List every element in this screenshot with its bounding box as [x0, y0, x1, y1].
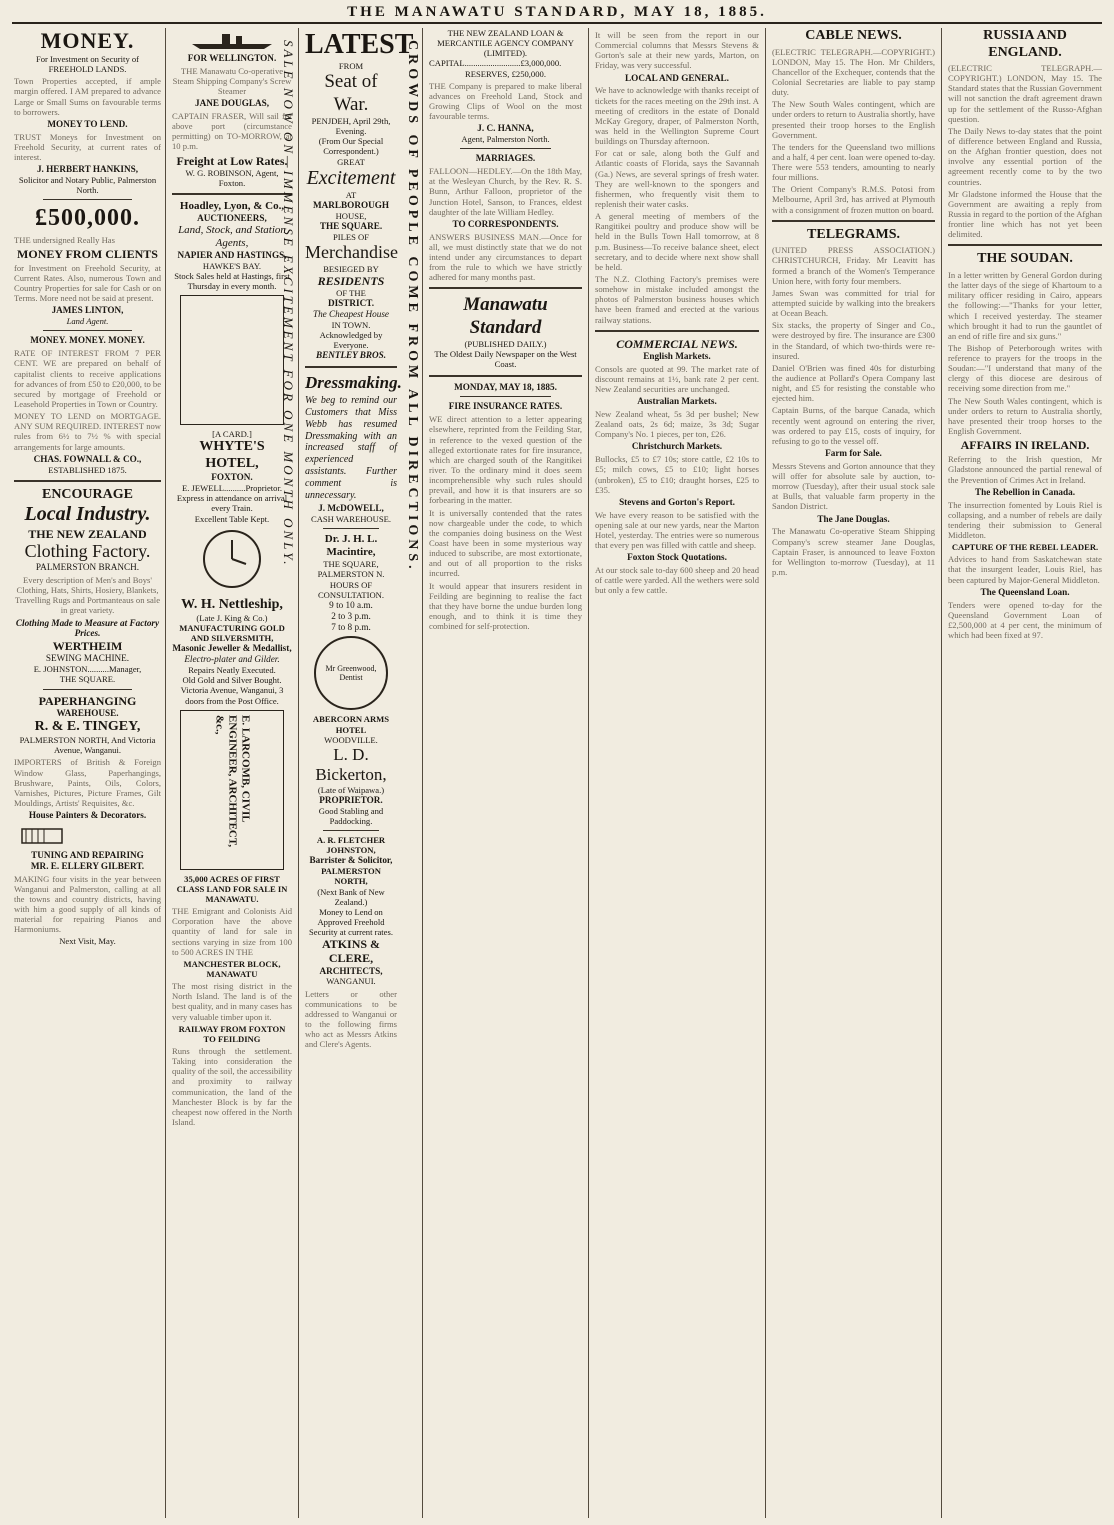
hours-row: 7 to 8 p.m. — [331, 621, 371, 632]
railway-heading: RAILWAY FROM FOXTON TO FEILDING — [178, 1023, 286, 1044]
body-text: MAKING four visits in the year between Wanganui and Palmerston, calling at all the towns and country districts, having with him a good supply of all kinds of material for repairing Pianos and Harmoniums. — [14, 873, 161, 935]
body-text: Bullocks, £5 to £7 10s; store cattle, £2 10s to £5; milch cows, £5 to £10; light horses (unbroken), £5 to £10; draught horses, £25 to £35. — [595, 454, 759, 495]
latest-heading: LATEST — [305, 29, 414, 60]
body-text: for Investment on Freehold Security, at Current Rates. Also, numerous Town and Country Properties for sale for Cash or on Terms. More need not be said at present. — [14, 262, 161, 304]
body-text: Advices to hand from Saskatchewan state that the insurgent leader, Louis Riel, has been captured by Major-General Middleton. — [948, 554, 1102, 585]
waipawa-line: (Late of Waipawa.) — [317, 784, 385, 795]
agent-line: W. G. ROBINSON, Agent, Foxton. — [185, 167, 279, 188]
column-5 — [591, 28, 763, 1518]
next-bank-line: (Next Bank of New Zealand.) — [317, 886, 385, 907]
amount-heading: £500,000. — [35, 205, 140, 232]
local-industry-heading: Local Industry. — [24, 503, 151, 526]
advertiser-name: JAMES LINTON, — [51, 305, 124, 316]
steamship-icon — [172, 28, 292, 50]
body-text: Consols are quoted at 99. The market rate of discount remains at 1½, bank rate 2 per cent. New Zealand securities are unchanged. — [595, 363, 759, 394]
proprietor-line: E. JEWELL..........Proprietor. — [181, 483, 282, 494]
body-text: The N.Z. Clothing Factory's premises were somehow in mistake included amongst the photos of Palmerston business houses which have been framed and erected at the various railway stations. — [595, 273, 759, 325]
body-text: Daniel O'Brien was fined 40s for disturbing the audience at Pollard's Opera Company last night, and £5 for resisting the constable who ejected him. — [772, 362, 935, 404]
advertiser-role: Solicitor and Notary Public, Palmerston North. — [18, 174, 157, 196]
advertiser-name: CHAS. FOWNALL & CO., — [33, 453, 142, 464]
vertical-banner-sale — [280, 40, 296, 1190]
body-text: RATE OF INTEREST FROM 7 PER CENT. WE are prepared on behalf of capitalist clients to receive applications for advances of from £50 to £20,000, to be secured by mortgage of Freehold or Leasehold Properties in Town or Country. — [14, 348, 162, 409]
house-painters-heading: House Painters & Decorators. — [28, 810, 147, 821]
telegrams-heading: TELEGRAMS. — [807, 226, 900, 242]
body-text: FALLOON—HEDLEY.—On the 18th May, at the Wesleyan Church, by the Rev. R. S. Bunn, Arthur Falloon, proprietor of the Junction Hotel, Sanson, to Frances, eldest daughter of the late William Hedley. — [429, 166, 582, 217]
manchester-heading: MANCHESTER BLOCK, MANAWATU — [183, 958, 281, 979]
body-text: James Swan was committed for trial for attempted suicide by walking into the breakers at Ocean Beach. — [772, 287, 935, 319]
wanganui-line: WANGANUI. — [326, 976, 376, 987]
body-text: Every description of Men's and Boys' Clothing, Hats, Shirts, Hosiery, Blankets, Travelling Rugs and Portmanteaus on sale in great variety. — [14, 575, 161, 616]
table-line: Excellent Table Kept. — [194, 513, 270, 524]
body-text: For cat or sale, along both the Gulf and Atlantic coasts of Florida, says the Savannah (Ga.) News, are several springs of fresh water. They are well-known to the spongers and fishermen, who frequently visit them to replenish their water casks. — [595, 148, 759, 209]
whytes-hotel-heading: WHYTE'S HOTEL, — [199, 439, 265, 471]
clock-icon — [172, 524, 292, 594]
stevens-report-heading: Stevens and Gorton's Report. — [619, 496, 735, 507]
correspondent-line: (From Our Special Correspondent.) — [318, 136, 384, 157]
district-heading: DISTRICT. — [327, 298, 375, 309]
masthead — [12, 2, 1102, 24]
nettleship-heading: W. H. Nettleship, — [181, 596, 283, 612]
money-clients-heading: MONEY FROM CLIENTS — [17, 246, 158, 261]
column-rule — [588, 28, 589, 1518]
tingey-heading: R. & E. TINGEY, — [34, 718, 141, 734]
canada-heading: The Rebellion in Canada. — [974, 486, 1076, 497]
body-text: THE Emigrant and Colonists Aid Corporation have the above quantity of land for sale in sections varying in size from 100 to 500 ACRES IN THE — [172, 906, 292, 957]
body-text: We have every reason to be satisfied with the opening sale at our new yards, near the Marton Hotel, yesterday. The entries were so numerous that every pen was filled with cattle and sheep. — [595, 509, 759, 551]
body-text: In a letter written by General Gordon during the latter days of the siege of Khartoum to a military officer residing in Cairo, appears the following:—"Thanks for your letter, which I received yesterday. The steamer which brought it had to run the gauntlet of an end of rifle fire and six guns." — [948, 269, 1102, 341]
for-wellington-heading: FOR WELLINGTON. — [187, 52, 277, 63]
body-text: The most rising district in the North Island. The land is of the best quality, and in many cases has very valuable timber upon it. — [172, 981, 292, 1022]
advertiser-est: ESTABLISHED 1875. — [48, 464, 127, 475]
encourage-heading: ENCOURAGE — [41, 486, 133, 502]
larcomb-advertisement — [180, 710, 284, 870]
larcomb-heading: E. LARCOMB, CIVIL ENGINEER, ARCHITECT, &c., — [213, 714, 252, 847]
proprietor-heading: PROPRIETOR. — [319, 795, 383, 806]
macintire-heading: Dr. J. H. L. Macintire, — [324, 533, 378, 559]
body-text: It would appear that insurers resident in Feilding are beginning to realise the fact that they have borne the undue burden long enough, and to think it is time they combined for self-protection. — [429, 580, 582, 632]
body-text: The tenders for the Queensland two millions and a half, 4 per cent. loan were opened to-day. There were 553 tenders, amounting to nearly four millions. — [772, 141, 935, 183]
body-text: It is universally contended that the rates now chargeable under the code, to which the companies doing business on the West Coast have been in some mysterious way induced to subscribe, are most extortionate, and out of all proportion to the risks incurred. — [429, 507, 582, 579]
masonic-line: Masonic Jeweller & Medallist, — [172, 643, 292, 654]
stock-sales-line: Stock Sales held at Hastings, first Thursday in every month. — [174, 270, 290, 291]
body-text: The New South Wales contingent, which is under orders to return to Australia shortly, have presented their troop horses to the English Government. — [948, 395, 1102, 437]
farm-for-sale-heading: Farm for Sale. — [825, 447, 882, 458]
body-text: A general meeting of members of the Rangitikei poultry and produce show will be held in the Bulls Town Hall tomorrow, at 8 p.m. Business—To receive balance sheet, elect secretary, and to decide where next show shall be held. — [595, 211, 759, 272]
besieged-heading: BESIEGED BY — [323, 263, 379, 274]
hours-row: 2 to 3 p.m. — [331, 610, 371, 621]
correspondents-heading: TO CORRESPONDENTS. — [452, 218, 559, 229]
barrister-heading: Barrister & Solicitor, — [309, 855, 393, 866]
body-text: THE Company is prepared to make liberal advances on Freehold Land, Stock and Growing Clips of Wool on the most favourable terms. — [429, 80, 582, 122]
soudan-heading: THE SOUDAN. — [977, 251, 1073, 267]
manufacturing-line: MANUFACTURING GOLD AND SILVERSMITH, — [179, 623, 285, 644]
hours-heading: HOURS OF CONSULTATION. — [317, 579, 385, 600]
body-text: Mr Gladstone informed the House that the Government are awaiting a reply from Russia in regard to the portion of the Afghan frontier line which has not yet been delimited. — [948, 188, 1102, 240]
russia-england-heading: RUSSIA AND ENGLAND. — [983, 28, 1067, 60]
nettleship-sub: (Late J. King & Co.) — [196, 613, 268, 624]
dateline: PENJDEH, April 29th, — [311, 115, 391, 126]
issue-date: MONDAY, MAY 18, 1885. — [454, 381, 557, 392]
body-text: WE direct attention to a letter appearing elsewhere, reprinted from the Feilding Star, in reference to the vexed question of the alleged extortionate rates for fire insurance, which are charged south of the Rangitikei river. To the ordinary mind it does seem incomprehensible why such rules should prevail, and how it is that insurers are so forbearing in the matter. — [429, 414, 582, 506]
capture-heading: CAPTURE OF THE REBEL LEADER. — [951, 542, 1099, 553]
ireland-heading: AFFAIRS IN IRELAND. — [960, 438, 1090, 453]
palmerston-branch: PALMERSTON BRANCH. — [35, 562, 140, 573]
money-heading: MONEY. — [40, 28, 135, 53]
stabling-line: Good Stabling and Paddocking. — [318, 805, 384, 827]
published-line: (PUBLISHED DAILY.) — [464, 339, 547, 350]
masthead-title: THE MANAWATU STANDARD, MAY 18, 1885. — [347, 3, 767, 20]
column-1 — [10, 28, 165, 1518]
money-subheading: For Investment on Security of FREEHOLD LANDS. — [35, 53, 140, 75]
johnston-heading: A. R. FLETCHER JOHNSTON, — [316, 835, 386, 856]
body-text: The Manawatu Co-operative Steam Shipping Company's screw steamer Jane Douglas, Captain Fraser, is announced to leave Foxton for Wellington to-morrow (Tuesday), at 11 p.m. — [772, 526, 935, 577]
christchurch-markets-heading: Christchurch Markets. — [631, 441, 723, 452]
capital-line: CAPITAL..........................£3,000,000. — [429, 58, 562, 69]
advertiser-role: Land Agent. — [66, 316, 109, 327]
repairs-line: Repairs Neatly Executed. — [188, 665, 276, 676]
foxton-heading: FOXTON. — [211, 472, 253, 483]
electro-line: Electro-plater and Gilder. — [184, 654, 280, 665]
paperhanging-heading: PAPERHANGING — [38, 693, 137, 708]
column-rule — [765, 28, 766, 1518]
marriages-heading: MARRIAGES. — [475, 153, 536, 164]
the-square-heading: THE SQUARE. — [319, 221, 383, 232]
column-2 — [168, 28, 296, 1518]
address-line: THE SQUARE. — [59, 674, 116, 685]
warehouse-heading: WAREHOUSE. — [56, 707, 119, 718]
body-text: Captain Burns, of the barque Canada, which recently went aground on entering the river, was ordered to pay £15, costs of inquiry, for refusing to go to the vessel off. — [772, 405, 935, 446]
freight-heading: Freight at Low Rates. — [176, 153, 288, 168]
jane-douglas-news-heading: The Jane Douglas. — [817, 513, 890, 524]
next-visit: Next Visit, May. — [59, 936, 116, 947]
residents-heading: RESIDENTS — [317, 273, 385, 288]
excitement-heading: Excitement — [306, 166, 396, 189]
marlborough-heading: MARLBOROUGH — [312, 200, 390, 211]
piles-heading: PILES OF — [332, 232, 370, 243]
body-text: It will be seen from the report in our Commercial columns that Messrs Stevens & Gorton's sale at their new yards, Marton, on Friday, was very successful. — [595, 30, 759, 71]
column-rule — [298, 28, 299, 1518]
stamp-logo: Mr Greenwood, Dentist — [314, 636, 388, 710]
column-rule — [422, 28, 423, 1518]
hours-row: 9 to 10 a.m. — [329, 599, 373, 610]
column-7 — [944, 28, 1106, 1518]
loan-heading: THE NEW ZEALAND LOAN & MERCANTILE AGENCY COMPANY (LIMITED). — [437, 28, 574, 59]
gilbert-heading: MR. E. ELLERY GILBERT. — [30, 860, 145, 871]
column-6 — [768, 28, 939, 1518]
body-text: Letters or other communications to be addressed to Wanganui or to the following firms who act as Messrs Atkins and Clere's Agents. — [305, 988, 397, 1050]
at-heading: AT — [345, 190, 357, 201]
piano-icon — [14, 821, 154, 847]
clothing-made-heading: Clothing Made to Measure at Factory Prices. — [15, 617, 160, 639]
napier-heading: NAPIER AND HASTINGS, — [177, 249, 287, 260]
nz-heading: THE NEW ZEALAND — [28, 526, 147, 541]
body-text: CAPTAIN FRASER, Will sail for above port (circumstance permitting) on TO-MORROW, at 10 p.m. — [172, 111, 292, 152]
money-heading-triple: MONEY. MONEY. MONEY. — [30, 335, 145, 346]
foxton-stock-heading: Foxton Stock Quotations. — [627, 552, 727, 563]
advertisement-box — [180, 295, 284, 425]
body-text: New Zealand wheat, 5s 3d per bushel; New Zealand oats, 2s 6d; maize, 3s 3d; Sugar Company's No. 1 pieces, per ton, £26. — [595, 408, 759, 440]
vertical-banner-crowds — [404, 40, 420, 1190]
seat-of-war-heading: Seat of War. — [324, 71, 378, 115]
column-4 — [425, 28, 586, 1518]
address-line: Victoria Avenue, Wanganui, 3 doors from the Post Office. — [180, 685, 284, 706]
dressmaking-heading: Dressmaking. — [305, 373, 402, 393]
wertheim-heading: WERTHEIM — [52, 639, 123, 654]
sewing-machine-heading: SEWING MACHINE. — [45, 653, 130, 664]
body-text: The Daily News to-day states that the point of difference between England and Russia, on the Afghan frontier question, does not involve any essential portion of the agreement recently come to by the two countries. — [948, 125, 1102, 187]
palmerston-heading: PALMERSTON NORTH, — [321, 866, 381, 887]
old-gold-line: Old Gold and Silver Bought. — [182, 675, 282, 686]
body-text: Referring to the Irish question, Mr Gladstone announced the partial renewal of the Prevention of Crimes Act in Ireland. — [948, 454, 1102, 485]
jane-douglas-heading: JANE DOUGLAS, — [194, 98, 270, 109]
body-text: Runs through the settlement. Taking into consideration the quality of the soil, the accessibility and proximity to railway communication, the land of the Manchester Block is by far the cheapest now offered in the North Island. — [172, 1045, 292, 1127]
hawkes-bay-heading: HAWKE'S BAY. — [202, 260, 262, 271]
abercorn-heading: ABERCORN ARMS HOTEL — [312, 714, 390, 735]
fire-insurance-heading: FIRE INSURANCE RATES. — [448, 401, 563, 412]
cheapest-heading: The Cheapest House — [312, 308, 390, 319]
tuning-heading: TUNING AND REPAIRING — [31, 849, 144, 860]
column-rule — [165, 28, 166, 1518]
acres-heading: 35,000 ACRES OF FIRST CLASS LAND FOR SALE IN MANAWATU. — [176, 873, 288, 904]
money-lend-line: Money to Lend on Approved Freehold Security at current rates. — [309, 906, 393, 938]
macintire-address: THE SQUARE, PALMERSTON N. — [317, 559, 385, 580]
body-text: MONEY TO LEND on MORTGAGE. ANY SUM REQUIRED. INTEREST now rules from 6½ to 7½ % with special arrangements for large amounts. — [14, 411, 161, 452]
body-text: THE Manawatu Co-operative Steam Shipping Company's Screw Steamer — [172, 65, 292, 96]
body-text: The insurrection fomented by Louis Riel is collapsing, and a number of rebels are daily tendering their submission to General Middleton. — [948, 499, 1102, 541]
body-text: The New South Wales contingent, which are under orders to return to Australia shortly, have presented their troop horses to the English Government. — [772, 99, 935, 140]
body-text: Messrs Stevens and Gorton announce that they will offer for absolute sale by auction, to-morrow (Tuesday), after their usual stock sale at Bulls, that valuable farm property in the Sandon District. — [772, 460, 935, 512]
house-heading: HOUSE, — [335, 211, 367, 222]
body-text: At our stock sale to-day 600 sheep and 20 head of cattle were yarded. All the wethers were sold but only a few cattle. — [595, 565, 759, 596]
local-general-heading: LOCAL AND GENERAL. — [625, 72, 729, 83]
from-heading: FROM — [338, 61, 364, 72]
manager-line: E. JOHNSTON..........Manager, — [33, 664, 142, 675]
atkins-heading: ATKINS & CLERE, — [321, 937, 381, 966]
body-text: ANSWERS BUSINESS MAN.—Once for all, we must distinctly state that we do not intend under any circumstances to depart from the rule to which we have strictly adhered for many months past. — [429, 231, 582, 283]
bickerton-heading: L. D. Bickerton, — [315, 744, 387, 784]
australian-markets-heading: Australian Markets. — [637, 396, 717, 407]
bentley-heading: BENTLEY BROS. — [315, 350, 387, 361]
great-heading: GREAT — [337, 156, 365, 167]
merchandise-heading: Merchandise — [305, 242, 398, 263]
column-rule — [941, 28, 942, 1518]
reserves-line: RESERVES, £250,000. — [465, 68, 546, 79]
dateline-time: Evening. — [335, 126, 367, 137]
paper-title: Manawatu Standard — [463, 294, 548, 338]
architects-heading: ARCHITECTS, — [319, 965, 383, 976]
body-text: Tenders were opened to-day for the Queensland Government Loan of £2,500,000 at 4 per cent, the minimum of which had been fixed at 97. — [948, 599, 1102, 641]
body-text: IMPORTERS of British & Foreign Window Glass, Paperhangings, Brushware, Paints, Oils, Colors, Varnishes, Pictures, Picture Frames, Gilt Mouldings, Artists' Requisites, &c. — [14, 757, 161, 808]
clothing-factory-heading: Clothing Factory. — [24, 540, 151, 561]
cash-warehouse: CASH WAREHOUSE. — [310, 514, 392, 525]
tingey-address: PALMERSTON NORTH, And Victoria Avenue, Wanganui. — [19, 735, 156, 756]
english-markets-heading: English Markets. — [643, 350, 711, 361]
cable-news-heading: CABLE NEWS. — [805, 28, 902, 43]
body-text: THE undersigned Really Has — [14, 234, 115, 245]
hoadley-heading: Hoadley, Lyon, & Co., — [179, 200, 285, 212]
of-the-heading: OF THE — [336, 287, 366, 298]
body-text: The Bishop of Peterborough writes with reference to prayers for the troops in the Soudan:—"I understand that many of the clergy of this diocese are desirous of receiving some direction from me." — [948, 342, 1102, 394]
body-text: The Orient Company's R.M.S. Potosi from Melbourne, April 3rd, has arrived at Plymouth with a consignment of frozen mutton on board. — [772, 184, 935, 215]
commercial-news-heading: COMMERCIAL NEWS. — [616, 336, 738, 351]
card-label: [A CARD.] — [212, 429, 252, 440]
crowds-banner: CROWDS OF PEOPLE COME FROM ALL DIRECTIONS. — [405, 40, 420, 573]
body-text: Town Properties accepted, if ample margin offered. I AM prepared to advance Large or Small Sums on favourable terms to borrowers. — [14, 76, 161, 117]
money-to-lend-heading: MONEY TO LEND. — [47, 118, 128, 129]
sale-banner: SALE NOW ON—IMMENSE EXCITEMENT FOR ONE MONTH ONLY. — [281, 40, 296, 568]
hanna-role: Agent, Palmerston North. — [461, 134, 550, 145]
body-text: We have to acknowledge with thanks receipt of tickets for the races meeting on the 29th inst. A meeting of creditors in the estate of Donald McKay Gregory, draper, of Palmerston North, was held in the Wellington Supreme Court buildings on Thursday afternoon. — [595, 85, 759, 147]
body-text: Six stacks, the property of Singer and Co., were destroyed by fire. The insurance are £300 in the Standard, of which two-thirds were re-insured. — [772, 320, 935, 361]
body-text: TRUST Moneys for Investment on Freehold Security, at current rates of interest. — [14, 131, 161, 162]
body-text: (ELECTRIC TELEGRAPH.—COPYRIGHT.) LONDON, May 15. The Hon. Mr Childers, Chancellor of the Exchequer, contends that the Colonial Secretaries are liable to pay stamp duty. — [772, 46, 935, 98]
in-town-heading: IN TOWN. — [331, 319, 371, 330]
hanna-heading: J. C. HANNA, — [477, 123, 534, 134]
advertiser-name: J. HERBERT HANKINS, — [36, 164, 139, 175]
land-stock-heading: Land, Stock, and Station Agents, — [178, 223, 286, 249]
oldest-line: The Oldest Daily Newspaper on the West Coast. — [434, 349, 577, 370]
auctioneers-heading: AUCTIONEERS, — [197, 212, 267, 223]
body-text: (ELECTRIC TELEGRAPH.—COPYRIGHT.) LONDON, May 15. The Standard states that the Russian Government will not sanction the draft agreement drawn up for the settlement of the Russo-Afghan question. — [948, 63, 1102, 124]
mcdowell-heading: J. McDOWELL, — [318, 503, 384, 514]
dressmaking-text: We beg to remind our Customers that Miss Webb has resumed Dressmaking with an increased staff of experienced assistants. Further comment is unnecessary. — [305, 395, 397, 501]
woodville-heading: WOODVILLE. — [324, 734, 378, 745]
express-line: Express in attendance on arrival every Train. — [176, 493, 288, 514]
acknowledged-line: Acknowledged by Everyone. — [319, 329, 383, 351]
body-text: (UNITED PRESS ASSOCIATION.) CHRISTCHURCH, Friday. Mr Leavitt has formed a branch of the Women's Temperance Union here, with forty four members. — [772, 245, 935, 286]
queensland-loan-heading: The Queensland Loan. — [980, 586, 1070, 597]
